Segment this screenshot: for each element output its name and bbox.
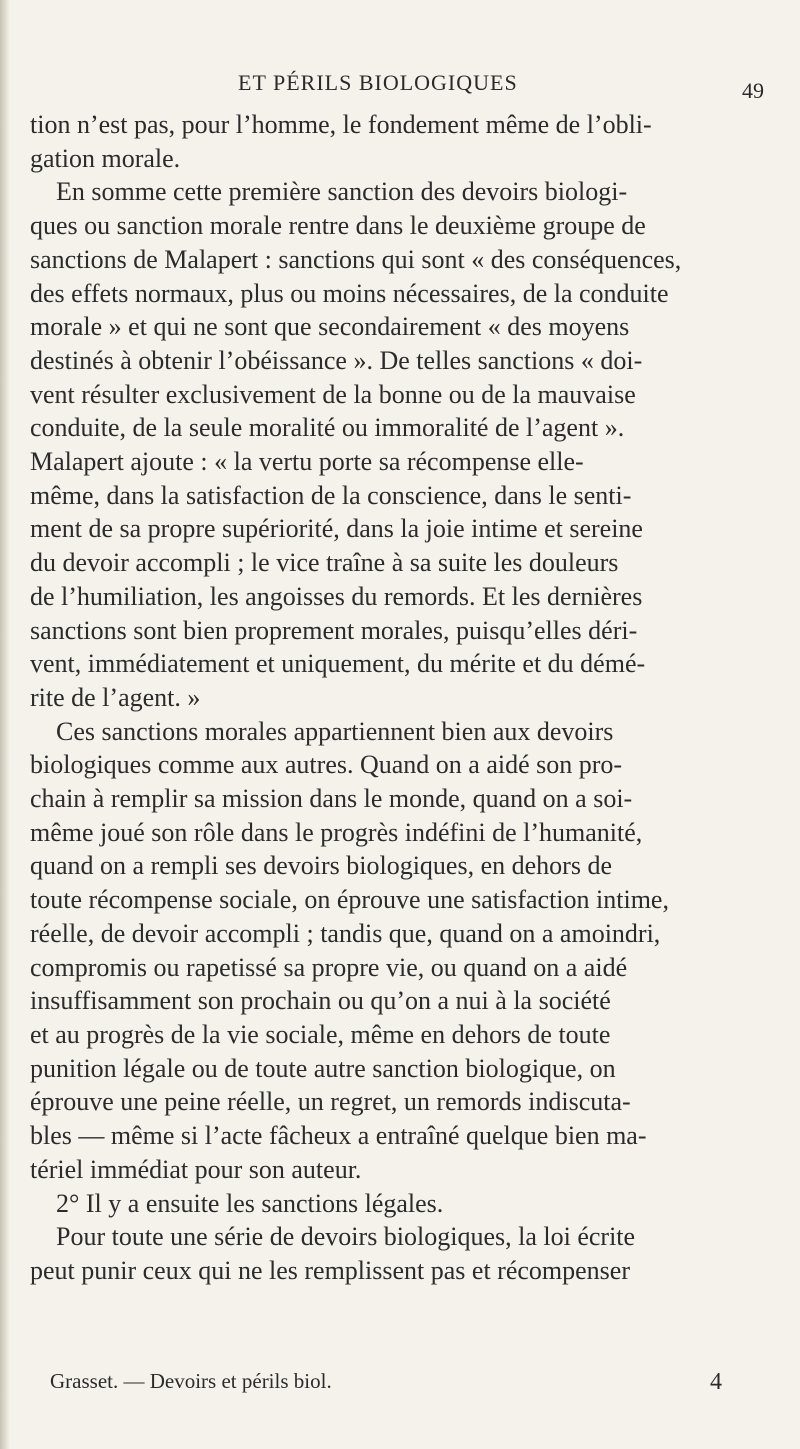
text-line: Pour toute une série de devoirs biologiques, la loi écrite bbox=[56, 1222, 636, 1252]
text-line: insuffisamment son prochain ou qu’on a nui à la société bbox=[30, 986, 611, 1016]
text-line: sanctions de Malapert : sanctions qui sont « des conséquences, bbox=[30, 244, 682, 274]
text-line: Malapert ajoute : « la vertu porte sa récompense elle- bbox=[30, 447, 584, 477]
text-line: vent, immédiatement et uniquement, du mérite et du démé- bbox=[30, 649, 646, 679]
text-line: rite de l’agent. » bbox=[30, 682, 201, 712]
text-line: bles — même si l’acte fâcheux a entraîné quelque bien ma- bbox=[30, 1121, 647, 1151]
page-footer bbox=[50, 1369, 722, 1395]
signature-mark: 4 bbox=[710, 1369, 722, 1395]
text-line: En somme cette première sanction des devoirs biologi- bbox=[56, 177, 628, 207]
text-line: tériel immédiat pour son auteur. bbox=[30, 1154, 362, 1184]
text-line: et au progrès de la vie sociale, même en dehors de toute bbox=[30, 1019, 611, 1049]
text-line: chain à remplir sa mission dans le monde, quand on a soi- bbox=[30, 784, 633, 814]
text-line: conduite, de la seule moralité ou immoralité de l’agent ». bbox=[30, 413, 625, 443]
text-line: des effets normaux, plus ou moins nécessaires, de la conduite bbox=[30, 278, 669, 308]
text-line: compromis ou rapetissé sa propre vie, ou quand on a aidé bbox=[30, 952, 628, 982]
text-line: vent résulter exclusivement de la bonne ou de la mauvaise bbox=[30, 379, 636, 409]
text-line: destinés à obtenir l’obéissance ». De telles sanctions « doi- bbox=[30, 345, 643, 375]
text-line: réelle, de devoir accompli ; tandis que, quand on a amoindri, bbox=[30, 918, 661, 948]
text-line: même, dans la satisfaction de la conscience, dans le senti- bbox=[30, 480, 632, 510]
text-line: gation morale. bbox=[30, 143, 181, 173]
text-line: ques ou sanction morale rentre dans le deuxième groupe de bbox=[30, 211, 646, 241]
footer-text: Grasset. — Devoirs et périls biol. bbox=[50, 1369, 332, 1393]
text-line: sanctions sont bien proprement morales, puisqu’elles déri- bbox=[30, 615, 638, 645]
running-title: ET PÉRILS BIOLOGIQUES bbox=[238, 70, 518, 95]
text-line: éprouve une peine réelle, un regret, un remords indiscuta- bbox=[30, 1087, 631, 1117]
text-line: peut punir ceux qui ne les remplissent pas et récompenser bbox=[30, 1255, 630, 1285]
page-gutter-shadow bbox=[0, 0, 10, 1449]
text-line: morale » et qui ne sont que secondairement « des moyens bbox=[30, 312, 630, 342]
text-line: tion n’est pas, pour l’homme, le fondement même de l’obli- bbox=[30, 110, 652, 139]
body-text bbox=[30, 108, 770, 1288]
page-number: 49 bbox=[742, 78, 764, 103]
text-line: même joué son rôle dans le progrès indéfini de l’humanité, bbox=[30, 817, 643, 847]
text-line: biologiques comme aux autres. Quand on a aidé son pro- bbox=[30, 750, 623, 780]
text-line: 2° Il y a ensuite les sanctions légales. bbox=[56, 1188, 444, 1218]
text-line: quand on a rempli ses devoirs biologiques, en dehors de bbox=[30, 851, 612, 881]
text-line: toute récompense sociale, on éprouve une satisfaction intime, bbox=[30, 885, 669, 915]
text-line: de l’humiliation, les angoisses du remords. Et les dernières bbox=[30, 581, 643, 611]
text-line: ment de sa propre supériorité, dans la joie intime et sereine bbox=[30, 514, 643, 544]
text-line: Ces sanctions morales appartiennent bien aux devoirs bbox=[56, 716, 614, 746]
text-line: du devoir accompli ; le vice traîne à sa suite les douleurs bbox=[30, 548, 619, 578]
text-line: punition légale ou de toute autre sanction biologique, on bbox=[30, 1053, 616, 1083]
